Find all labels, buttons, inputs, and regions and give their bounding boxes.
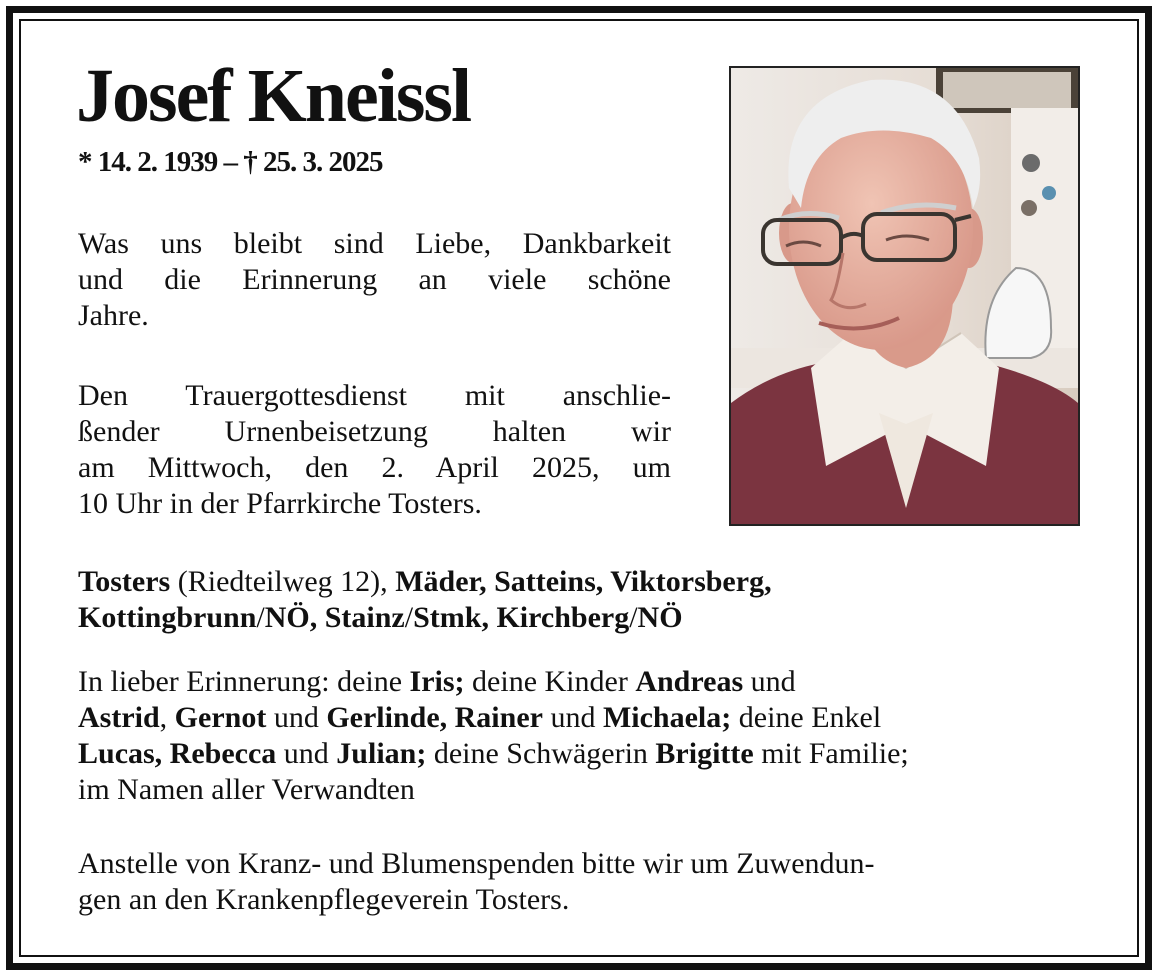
donation-note bbox=[78, 846, 1088, 918]
mourners-text: deine Enkel bbox=[731, 701, 882, 734]
mourners-line-2 bbox=[78, 700, 1088, 736]
mourners-text: , bbox=[159, 701, 175, 734]
location-separator: / bbox=[629, 601, 638, 634]
mourners-text: deine Schwägerin bbox=[426, 737, 656, 770]
donation-line: gen an den Krankenpflegeverein Tosters. bbox=[78, 883, 570, 916]
service-line: Den Trauergottesdienst mit anschlie- bbox=[78, 379, 671, 412]
mourners-line-3 bbox=[78, 736, 1088, 772]
mourners-text: deine Kinder bbox=[464, 665, 636, 698]
locations-line-1 bbox=[78, 564, 1088, 600]
quote-line: Was uns bleibt sind Liebe, Dankbarkeit bbox=[78, 227, 671, 260]
location-separator: / bbox=[256, 601, 265, 634]
location-bold: NÖ bbox=[637, 601, 683, 634]
memorial-quote bbox=[78, 226, 671, 334]
mourner-name: Brigitte bbox=[655, 737, 754, 770]
location-bold: NÖ, Stainz bbox=[264, 601, 405, 634]
mourner-name: Andreas bbox=[635, 665, 744, 698]
mourner-name: Gernot bbox=[174, 701, 267, 734]
service-line: 10 Uhr in der Pfarrkirche Tosters. bbox=[78, 487, 482, 520]
location-bold: Stmk, Kirchberg bbox=[413, 601, 630, 634]
location-address: (Riedteilweg 12), bbox=[170, 565, 396, 598]
service-line: ßender Urnenbeisetzung halten wir bbox=[78, 415, 671, 448]
deceased-name: Josef Kneissl bbox=[76, 54, 471, 138]
location-bold: Mäder, Satteins, Viktorsberg, bbox=[395, 565, 772, 598]
portrait-photo bbox=[729, 66, 1080, 526]
mourners-text: und bbox=[743, 665, 796, 698]
location-bold: Tosters bbox=[78, 565, 171, 598]
mourners-text: und bbox=[276, 737, 337, 770]
mourner-name: Astrid bbox=[78, 701, 160, 734]
mourners bbox=[78, 664, 1088, 808]
quote-line: Jahre. bbox=[78, 299, 149, 332]
quote-line: und die Erinnerung an viele schöne bbox=[78, 263, 671, 296]
location-separator: / bbox=[404, 601, 414, 634]
mourners-text: und bbox=[266, 701, 327, 734]
mourner-name: Iris; bbox=[409, 665, 465, 698]
mourner-name: Lucas, Rebecca bbox=[78, 737, 277, 770]
location-bold: Kottingbrunn bbox=[78, 601, 257, 634]
service-info bbox=[78, 378, 671, 522]
donation-line: Anstelle von Kranz- und Blumenspenden bitte wir um Zuwendun- bbox=[78, 847, 875, 880]
mourners-line-4: im Namen aller Verwandten bbox=[78, 773, 415, 806]
mourner-name: Michaela; bbox=[602, 701, 732, 734]
service-line: am Mittwoch, den 2. April 2025, um bbox=[78, 451, 671, 484]
locations bbox=[78, 564, 1088, 636]
mourners-text: In lieber Erinnerung: deine bbox=[78, 665, 410, 698]
mourners-text: und bbox=[542, 701, 603, 734]
life-dates: * 14. 2. 1939 – † 25. 3. 2025 bbox=[78, 146, 383, 178]
mourners-line-1 bbox=[78, 664, 1088, 700]
mourners-text: mit Familie; bbox=[753, 737, 909, 770]
mourner-name: Gerlinde, Rainer bbox=[326, 701, 543, 734]
mourner-name: Julian; bbox=[336, 737, 427, 770]
locations-line-2 bbox=[78, 600, 1088, 636]
